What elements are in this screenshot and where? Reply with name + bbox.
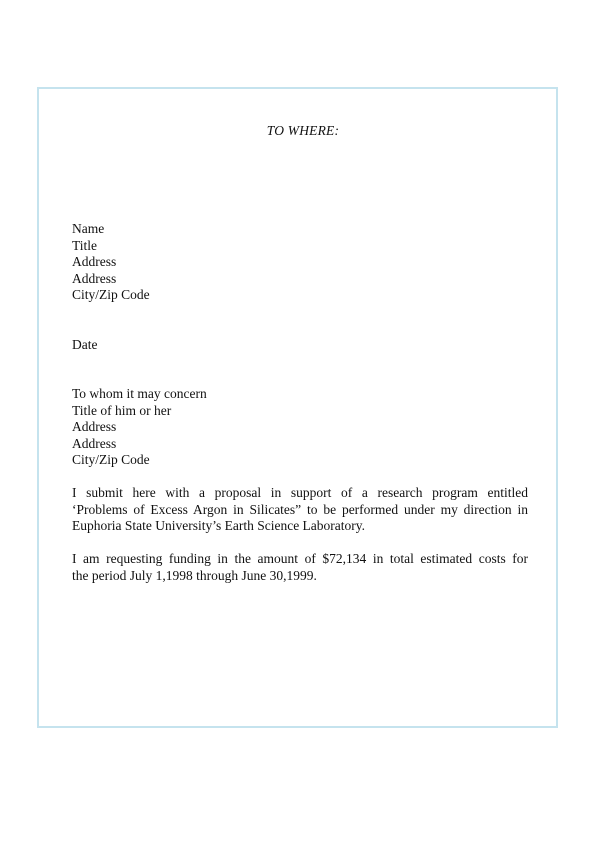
date-block — [72, 337, 97, 354]
paragraph-line: I submit here with a proposal in support of a research program entitled — [72, 485, 528, 500]
sender-address-line-2: Address — [72, 270, 117, 286]
sender-name: Name — [72, 221, 105, 236]
sender-title: Title — [72, 237, 98, 253]
recipient-title: Title of him or her — [72, 402, 172, 418]
paragraph-line: ‘Problems of Excess Argon in Silicates” to be performed under my direction in — [72, 501, 528, 517]
letter-date: Date — [72, 337, 98, 352]
paragraph-line: Euphoria State University’s Earth Science Laboratory. — [72, 518, 366, 533]
sender-address-block — [72, 221, 150, 304]
paragraph-line: I am requesting funding in the amount of $72,134 in total estimated costs for — [72, 551, 528, 566]
recipient-address-line-1: Address — [72, 419, 117, 434]
body-paragraph-funding — [72, 551, 528, 584]
recipient-address-block — [72, 386, 207, 469]
body-paragraph-proposal — [72, 485, 528, 535]
sender-city-zip: City/Zip Code — [72, 287, 150, 302]
sender-address-line-1: Address — [72, 254, 117, 269]
recipient-address-line-2: Address — [72, 435, 117, 451]
paragraph-line: the period July 1,1998 through June 30,1999. — [72, 567, 317, 583]
recipient-salutation: To whom it may concern — [72, 386, 207, 401]
recipient-city-zip: City/Zip Code — [72, 452, 150, 467]
document-title: TO WHERE: — [266, 123, 340, 138]
